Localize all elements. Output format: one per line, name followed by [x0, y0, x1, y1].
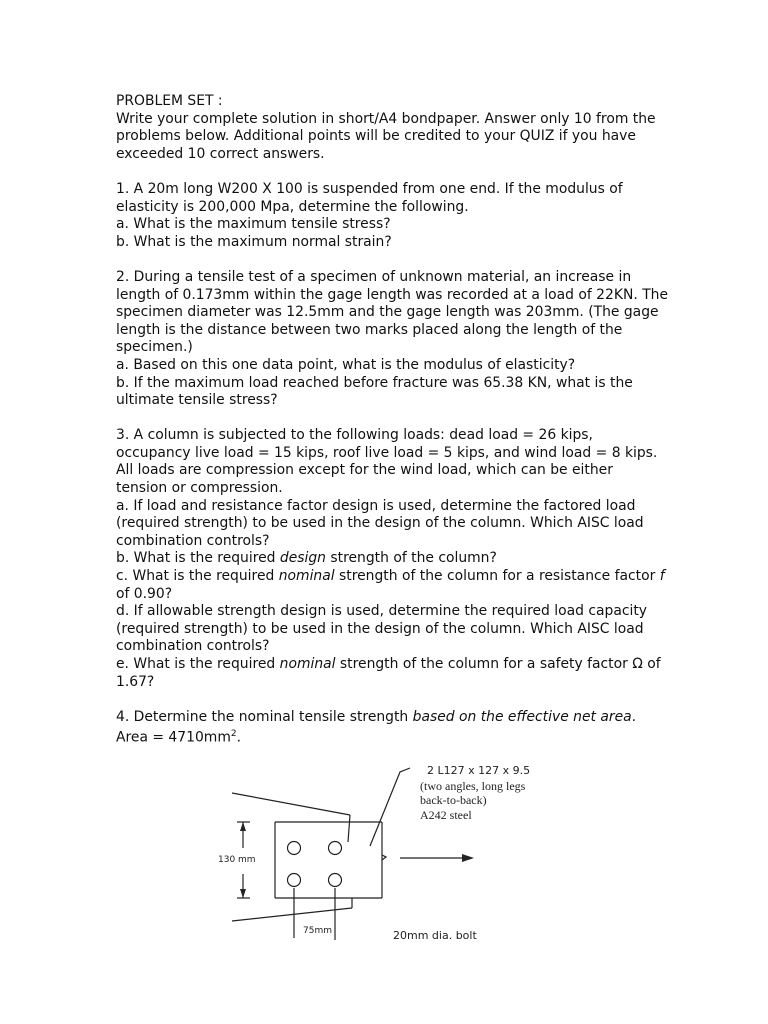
- problem3-line-2: occupancy live load = 15 kips, roof live load = 5 kips, and wind load = 8 kips.: [116, 444, 658, 461]
- problem3-part-b: [116, 550, 661, 568]
- bolt-hole-3: [288, 874, 301, 887]
- problem3-c-middle: strength of the column for a resistance factor: [334, 568, 660, 585]
- problem3-part-e: [116, 656, 661, 674]
- dim-arrow-down: [240, 889, 246, 898]
- problem2-line-8: ultimate tensile stress?: [116, 392, 278, 409]
- problem1-line-2: elasticity is 200,000 Mpa, determine the following.: [116, 198, 469, 215]
- problem3-d-line-2: (required strength) to be used in the design of the column. Which AISC load: [116, 620, 644, 637]
- problem3-b-suffix: strength of the column?: [326, 550, 497, 567]
- problem3-c-prefix: c. What is the required: [116, 568, 279, 585]
- dim-arrow-up: [240, 822, 246, 831]
- problem3-part-c-line-2: of 0.90?: [116, 585, 173, 602]
- problem3-line-7: combination controls?: [116, 532, 270, 549]
- intro-line-2: problems below. Additional points will be credited to your QUIZ if you have: [116, 128, 636, 145]
- bolt-hole-1: [288, 842, 301, 855]
- problem1-line-3: a. What is the maximum tensile stress?: [116, 216, 391, 233]
- angles-note-2: back-to-back): [420, 793, 487, 807]
- problem3-e-emphasis: nominal: [279, 656, 336, 672]
- problem3-part-c: [116, 568, 665, 586]
- problem3-line-4: tension or compression.: [116, 480, 283, 497]
- problem2-line-1: 2. During a tensile test of a specimen of unknown material, an increase in: [116, 268, 632, 285]
- load-arrowhead: [462, 854, 474, 862]
- problem-set-title: PROBLEM SET :: [116, 93, 223, 109]
- bolt-spacing-label: 75mm: [303, 926, 332, 936]
- problem3-e-suffix: strength of the column for a safety factor Ω of: [335, 656, 661, 672]
- area-superscript: 2: [230, 729, 237, 740]
- break-mark: [382, 855, 386, 860]
- problem3-c-emphasis: nominal: [278, 568, 335, 585]
- area-value: Area = 4710mm: [116, 730, 231, 746]
- problem3-c-phi: f: [659, 568, 665, 585]
- problem3-e-prefix: e. What is the required: [116, 656, 280, 672]
- problem4-emphasis: based on the effective net area: [412, 708, 632, 725]
- problem2-line-7: b. If the maximum load reached before fracture was 65.38 KN, what is the: [116, 374, 633, 391]
- spacer: [116, 251, 661, 269]
- problem4-area: [116, 726, 661, 747]
- problem3-b-prefix: b. What is the required: [116, 550, 280, 567]
- problem2-line-4: length is the distance between two marks placed along the length of the: [116, 321, 623, 338]
- problem4-line-1: [116, 709, 661, 727]
- problem2-line-2: length of 0.173mm within the gage length was recorded at a load of 22KN. The: [116, 286, 669, 303]
- problem3-line-6: (required strength) to be used in the design of the column. Which AISC load: [116, 515, 644, 532]
- lower-member-edge: [232, 908, 352, 921]
- label-leader-line: [370, 768, 410, 846]
- problem2-line-6: a. Based on this one data point, what is the modulus of elasticity?: [116, 356, 576, 373]
- problem1-line-1: 1. A 20m long W200 X 100 is suspended from one end. If the modulus of: [116, 180, 623, 197]
- upper-member-edge: [232, 793, 350, 815]
- intro-line-1: Write your complete solution in short/A4 bondpaper. Answer only 10 from the: [116, 110, 656, 127]
- spacer: [116, 410, 661, 428]
- height-dimension-label: 130 mm: [218, 855, 256, 865]
- problem1-line-4: b. What is the maximum normal strain?: [116, 233, 392, 250]
- problem2-line-5: specimen.): [116, 339, 193, 356]
- problem3-line-3: All loads are compression except for the wind load, which can be either: [116, 462, 613, 479]
- angles-spec: 2 L127 x 127 x 9.5: [427, 764, 531, 777]
- bolt-hole-4: [329, 874, 342, 887]
- problem4-prefix: 4. Determine the nominal tensile strength: [116, 708, 413, 725]
- document-body: [116, 93, 669, 748]
- problem3-part-e-line-2: 1.67?: [116, 673, 155, 690]
- bolt-diameter-note: 20mm dia. bolt: [393, 929, 477, 942]
- problem3-d-line-3: combination controls?: [116, 638, 270, 655]
- angles-note-1: (two angles, long legs: [420, 779, 526, 793]
- spacer: [116, 163, 661, 181]
- problem3-line-5: a. If load and resistance factor design is used, determine the factored load: [116, 497, 636, 514]
- problem3-line-1: 3. A column is subjected to the following loads: dead load = 26 kips,: [116, 427, 593, 444]
- steel-grade: A242 steel: [420, 808, 472, 822]
- problem3-d-line-1: d. If allowable strength design is used, determine the required load capacity: [116, 603, 648, 620]
- problem3-b-emphasis: design: [279, 550, 326, 567]
- problem4-suffix: .: [631, 708, 637, 725]
- problem2-line-3: specimen diameter was 12.5mm and the gage length was 203mm. (The gage: [116, 304, 659, 321]
- area-period: .: [236, 730, 242, 746]
- intro-line-3: exceeded 10 correct answers.: [116, 145, 325, 162]
- spacer: [116, 691, 661, 709]
- gusset-right-top: [348, 815, 350, 842]
- bolt-hole-2: [329, 842, 342, 855]
